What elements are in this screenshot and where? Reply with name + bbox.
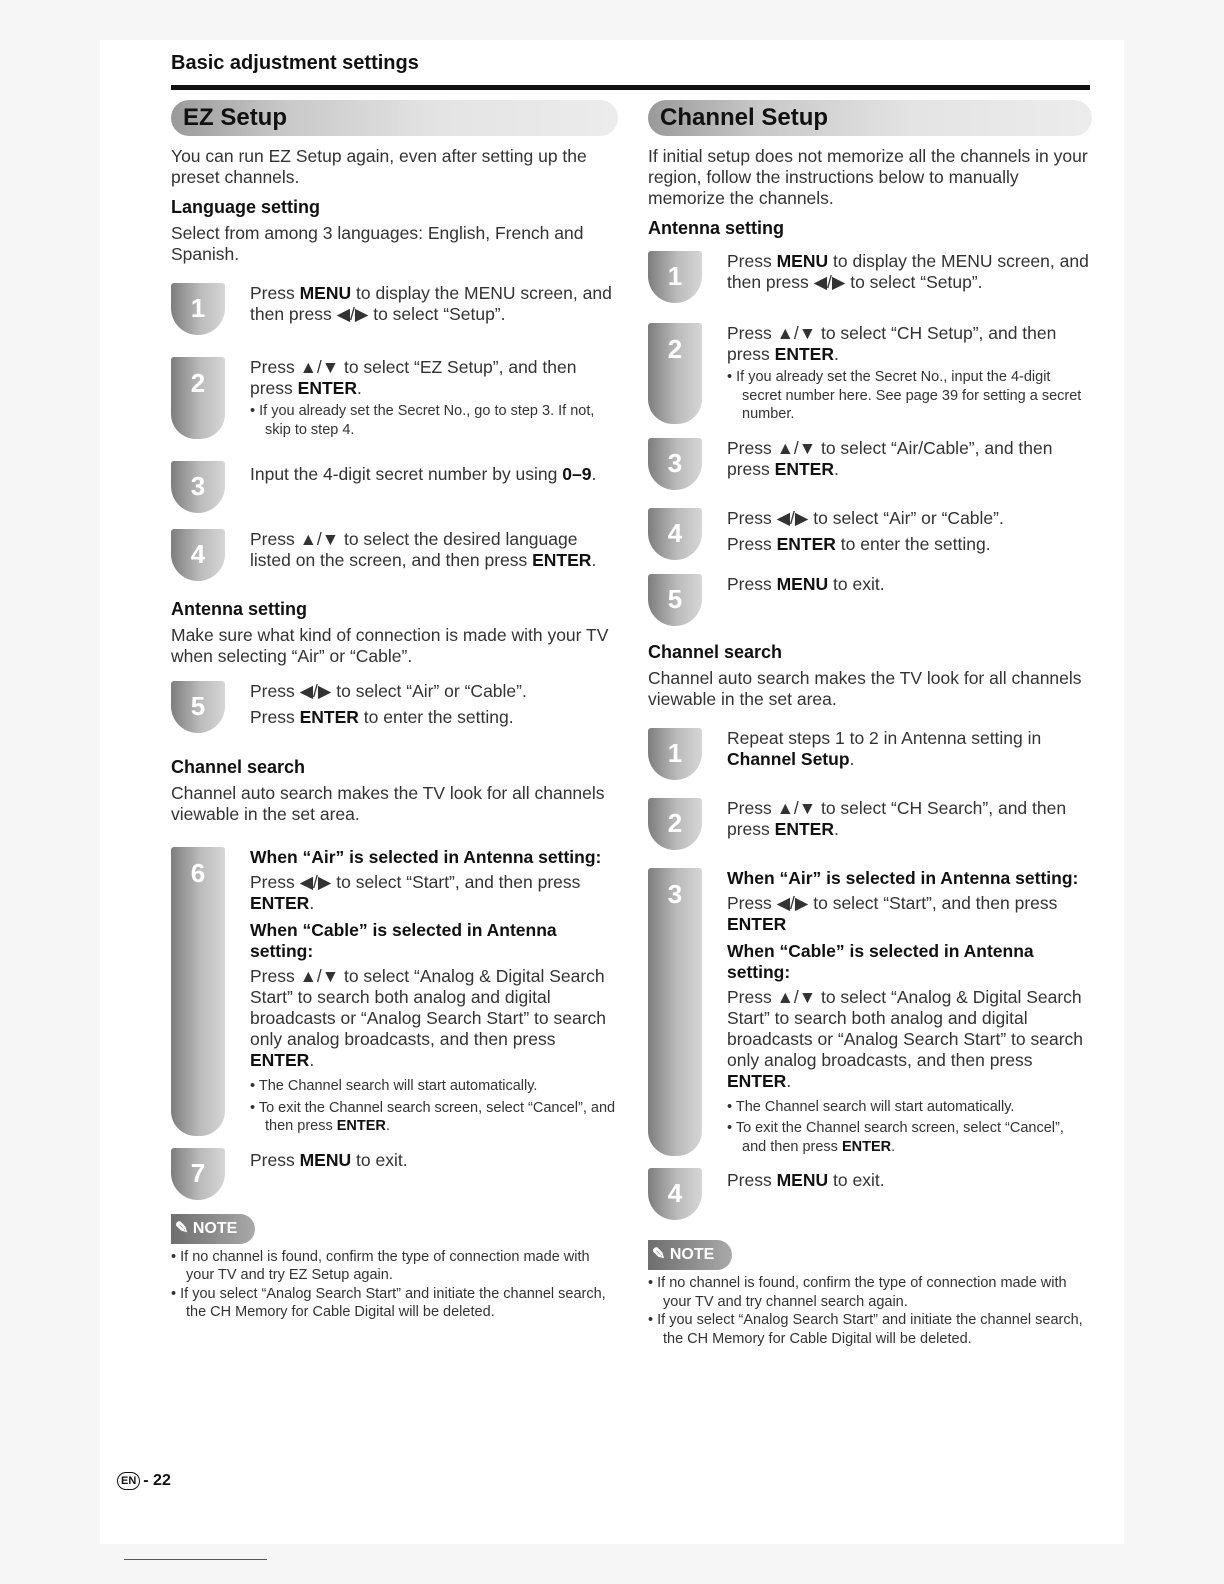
step-text-part: Press ◀/▶ to select “Air” or “Cable”.	[727, 507, 1004, 528]
step-text-part: Press ▲/▼ to select the desired language listed on the screen, and then press	[250, 529, 578, 570]
step-bullet	[250, 1099, 618, 1136]
ch-step-1	[648, 251, 1092, 303]
key-label: ENTER	[727, 1070, 787, 1091]
step-number-badge: 3	[648, 438, 702, 490]
step-text-part: .	[309, 1050, 315, 1070]
bullet-text-part: .	[385, 1118, 390, 1134]
key-label: MENU	[776, 1170, 829, 1190]
note-label: NOTE	[192, 1219, 238, 1237]
step-number-badge: 1	[648, 728, 702, 780]
pencil-icon: ✎	[652, 1246, 666, 1263]
step-text-part: to exit.	[828, 1170, 885, 1190]
step-text-part: .	[591, 464, 597, 484]
step-number-badge: 3	[171, 461, 225, 513]
ch-step-2	[648, 323, 1092, 424]
ez-step-5	[171, 681, 618, 733]
key-label: MENU	[299, 283, 352, 303]
step-text-part: Press ▲/▼ to select “Analog & Digital Search Start” to search both analog and digital broadcasts or “Analog Search Start” to search only analog broadcasts, and then press	[250, 966, 607, 1049]
step-number-badge: 4	[648, 508, 702, 560]
key-label: ENTER	[297, 378, 357, 398]
step-number-badge: 3	[648, 868, 702, 1157]
step-text-part: Press	[727, 1170, 777, 1190]
ez-step-7	[171, 1148, 618, 1200]
channel-setup-column	[648, 100, 1092, 1348]
ch-search-step-1	[648, 728, 1092, 780]
ez-setup-banner: EZ Setup	[171, 100, 618, 136]
air-case-heading: When “Air” is selected in Antenna setting:	[727, 867, 1079, 888]
step-text-part: Press ▲/▼ to select “CH Setup”, and then press	[727, 323, 1057, 364]
key-label: ENTER	[299, 707, 359, 727]
key-label: ENTER	[774, 458, 834, 479]
step-text	[250, 283, 618, 325]
air-case-heading: When “Air” is selected in Antenna setting:	[250, 847, 602, 867]
step-text-part: Press ▲/▼ to select “Air/Cable”, and then press	[727, 437, 1053, 479]
step-text	[727, 508, 1092, 555]
step-text	[727, 728, 1092, 770]
step-text	[250, 529, 618, 571]
antenna-setting-intro: Make sure what kind of connection is made with your TV when selecting “Air” or “Cable”.	[171, 625, 609, 666]
channel-search-intro: Channel auto search makes the TV look for all channels viewable in the set area.	[171, 783, 605, 824]
bullet-text-part: • To exit the Channel search screen, select “Cancel”, and then press	[250, 1099, 616, 1134]
cable-case-heading: When “Cable” is selected in Antenna setting:	[250, 920, 557, 961]
channel-search-intro: Channel auto search makes the TV look for all channels viewable in the set area.	[648, 667, 1082, 709]
step-number-badge: 6	[171, 847, 225, 1136]
ez-setup-intro: You can run EZ Setup again, even after setting up the preset channels.	[171, 146, 587, 187]
bottom-link-underline	[124, 1559, 267, 1560]
step-text-part: Press	[727, 251, 777, 271]
step-text-part: Press ▲/▼ to select “Analog & Digital Search Start” to search both analog and digital broadcasts or “Analog Search Start” to search only analog broadcasts, and then press	[727, 986, 1084, 1070]
step-text-part: to enter the setting.	[358, 707, 514, 727]
antenna-setting-heading: Antenna setting	[648, 218, 785, 238]
ch-search-step-4	[648, 1168, 1092, 1220]
page-number	[117, 1472, 171, 1490]
channel-search-heading: Channel search	[648, 641, 783, 662]
step-text-part: Input the 4-digit secret number by using	[250, 464, 563, 484]
language-setting-intro: Select from among 3 languages: English, French and Spanish.	[171, 223, 584, 264]
channel-setup-banner: Channel Setup	[648, 100, 1092, 136]
channel-search-heading: Channel search	[171, 757, 306, 777]
key-label: MENU	[299, 1149, 352, 1170]
ch-step-4	[648, 508, 1092, 560]
language-setting-heading: Language setting	[171, 197, 321, 217]
step-number-badge: 1	[648, 251, 702, 303]
key-label: MENU	[776, 251, 829, 271]
step-text	[727, 1168, 1092, 1191]
step-bullet: • If you already set the Secret No., go to step 3. If not, skip to step 4.	[250, 403, 595, 438]
step-text-part: to enter the setting.	[835, 533, 991, 554]
step-text-part: to exit.	[351, 1149, 408, 1170]
page-header-title: Basic adjustment settings	[171, 52, 419, 74]
ez-step-6	[171, 847, 618, 1136]
step-text-part: Repeat steps 1 to 2 in Antenna setting in	[727, 727, 1042, 748]
step-text-part: Press ◀/▶ to select “Start”, and then press	[250, 872, 581, 892]
ez-step-3	[171, 461, 618, 513]
step-text-bold: Channel Setup	[727, 748, 850, 769]
step-number-badge: 5	[648, 574, 702, 626]
channel-setup-intro: If initial setup does not memorize all the channels in your region, follow the instructions below to manually memorize the channels.	[648, 146, 1088, 208]
step-number-badge: 1	[171, 283, 225, 335]
step-text-part: Press	[727, 573, 777, 594]
step-text-part: .	[833, 818, 839, 839]
key-label: ENTER	[250, 893, 310, 913]
step-number-badge: 4	[171, 529, 225, 581]
step-text-part: Press ▲/▼ to select “EZ Setup”, and then press	[250, 357, 577, 398]
step-bullet: • If you already set the Secret No., input the 4-digit secret number here. See page 39 for setting a secret number.	[727, 369, 1082, 422]
step-text-part: .	[591, 550, 597, 570]
header-rule	[171, 85, 1090, 90]
key-label: ENTER	[774, 344, 834, 364]
key-label: 0–9	[562, 464, 592, 484]
key-label: ENTER	[841, 1138, 892, 1155]
note-badge	[171, 1214, 255, 1244]
step-bullet	[727, 1119, 1092, 1156]
step-text	[727, 574, 1092, 595]
step-text-part: Press	[250, 1149, 300, 1170]
step-number-badge: 4	[648, 1168, 702, 1220]
step-text-part: .	[849, 748, 855, 769]
step-text	[727, 251, 1092, 293]
step-text	[250, 681, 618, 728]
step-text	[250, 847, 618, 1136]
step-text-part: .	[833, 458, 839, 479]
note-badge	[648, 1240, 732, 1270]
note-label: NOTE	[669, 1246, 715, 1263]
ez-step-1	[171, 283, 618, 335]
step-text	[727, 438, 1092, 480]
step-text-part: .	[833, 344, 839, 364]
key-label: ENTER	[532, 550, 592, 570]
step-text-part: to display the MENU screen, and then press ◀/▶ to select “Setup”.	[727, 251, 1089, 292]
step-text-part: Press ▲/▼ to select “CH Search”, and then press	[727, 797, 1067, 839]
step-number-badge: 2	[171, 357, 225, 439]
key-label: ENTER	[336, 1118, 386, 1134]
key-label: ENTER	[727, 913, 787, 934]
bullet-text-part: • To exit the Channel search screen, select “Cancel”, and then press	[727, 1120, 1064, 1155]
step-text-part: Press	[250, 283, 300, 303]
page-number-text: - 22	[143, 1472, 171, 1490]
ch-search-step-2	[648, 798, 1092, 850]
step-number-badge: 2	[648, 798, 702, 850]
step-text	[250, 1148, 618, 1171]
step-text-part: .	[356, 378, 362, 398]
step-text	[727, 323, 1092, 424]
note-item: • If no channel is found, confirm the type of connection made with your TV and try channel search again.	[648, 1275, 1067, 1310]
step-text-part: .	[786, 1070, 792, 1091]
key-label: ENTER	[250, 1050, 310, 1070]
step-number-badge: 5	[171, 681, 225, 733]
key-label: ENTER	[776, 533, 836, 554]
step-text-part: Press ◀/▶ to select “Start”, and then press	[727, 892, 1058, 913]
note-item: • If you select “Analog Search Start” and initiate the channel search, the CH Memory for Cable Digital will be deleted.	[648, 1312, 1083, 1347]
step-bullet: • The Channel search will start automatically.	[727, 1098, 1015, 1115]
cable-case-heading: When “Cable” is selected in Antenna setting:	[727, 940, 1034, 982]
step-text-part: to exit.	[828, 573, 885, 594]
bullet-text-part: .	[891, 1138, 896, 1155]
step-text	[250, 357, 618, 439]
step-text	[727, 798, 1092, 840]
step-text-part: to display the MENU screen, and then press ◀/▶ to select “Setup”.	[250, 283, 612, 324]
step-bullet: • The Channel search will start automatically.	[250, 1078, 538, 1094]
key-label: ENTER	[774, 818, 834, 839]
pencil-icon: ✎	[175, 1219, 189, 1237]
ch-step-3	[648, 438, 1092, 490]
ch-step-5	[648, 574, 1092, 626]
ez-step-4	[171, 529, 618, 581]
step-text-part: .	[309, 893, 315, 913]
step-text-part: Press	[727, 533, 777, 554]
language-mark: EN	[117, 1472, 140, 1490]
step-text	[250, 461, 618, 485]
ez-setup-column	[171, 100, 618, 1322]
step-text-part: Press	[250, 707, 300, 727]
step-number-badge: 2	[648, 323, 702, 424]
step-text-part: Press ◀/▶ to select “Air” or “Cable”.	[250, 681, 527, 701]
antenna-setting-heading: Antenna setting	[171, 599, 308, 619]
note-item: • If you select “Analog Search Start” and initiate the channel search, the CH Memory for Cable Digital will be deleted.	[171, 1285, 606, 1320]
step-text	[727, 868, 1092, 1157]
ch-search-step-3	[648, 868, 1092, 1157]
step-number-badge: 7	[171, 1148, 225, 1200]
note-item: • If no channel is found, confirm the type of connection made with your TV and try EZ Setup again.	[171, 1248, 590, 1283]
key-label: MENU	[776, 573, 829, 594]
ez-step-2	[171, 357, 618, 439]
